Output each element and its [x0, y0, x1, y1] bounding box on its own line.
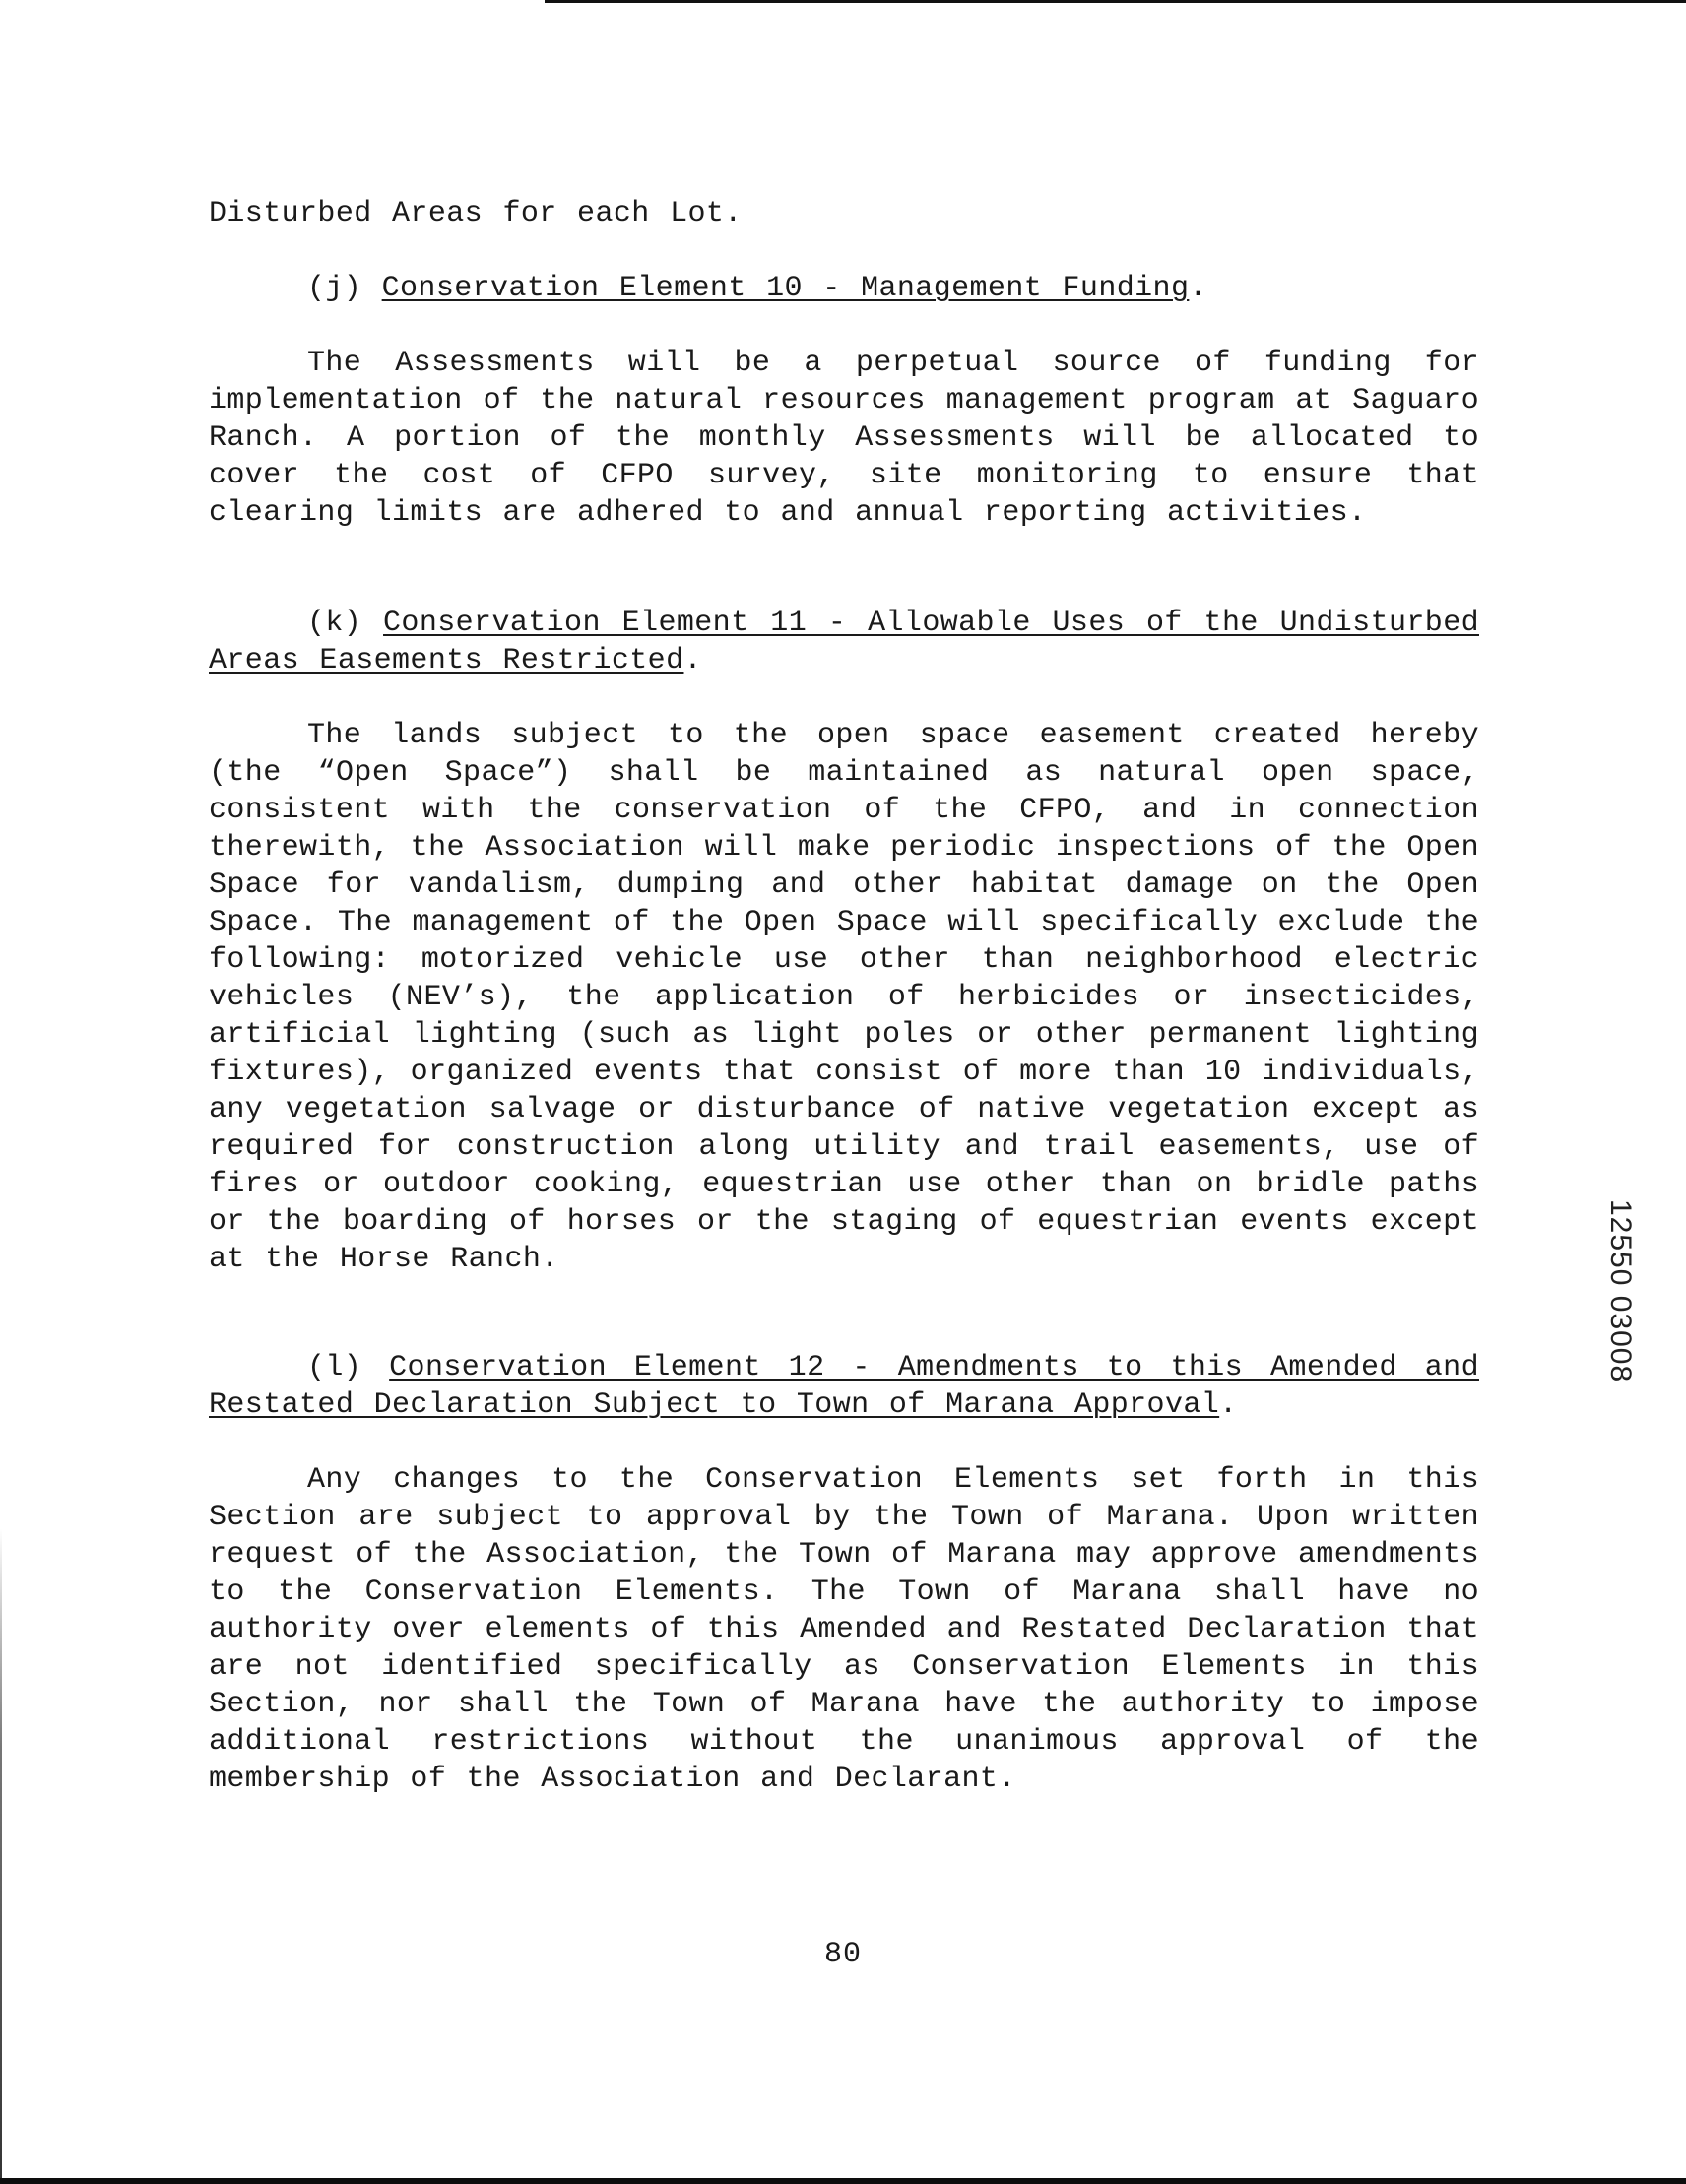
- section-l-title-end: .: [1219, 1388, 1238, 1422]
- section-k-body: The lands subject to the open space easement created hereby (the “Open Space”) shall be maintained as natural open space, consistent with the conservation of the CFPO, and in connection therewith, the Association will make periodic inspections of the Open Space for vandalism, dumping and other habitat damage on the Open Space. The management of the Open Space will specifically exclude the following: motorized vehicle use other than neighborhood electric vehicles (NEV’s), the application of herbicides or insecticides, artificial lighting (such as light poles or other permanent lighting fixtures), organized events that consist of more than 10 individuals, any vegetation salvage or disturbance of native vegetation except as required for construction along utility and trail easements, use of fires or outdoor cooking, equestrian use other than on bridle paths or the boarding of horses or the staging of equestrian events except at the Horse Ranch.: [209, 719, 1479, 1276]
- section-k-title: Conservation Element 11 - Allowable Uses of the Undisturbed Areas Easements Restricted: [209, 607, 1479, 677]
- page-number: 80: [823, 1938, 862, 1971]
- section-k-marker: (k): [307, 607, 362, 640]
- opening-line: Disturbed Areas for each Lot.: [209, 197, 743, 230]
- section-j-body: The Assessments will be a perpetual source of funding for implementation of the natural resources management program at Saguaro Ranch. A portion of the monthly Assessments will be allocated to cover the cost of CFPO survey, site monitoring to ensure that clearing limits are adhered to and annual reporting activities.: [209, 347, 1479, 530]
- section-k-heading: [209, 605, 1479, 679]
- section-j-title: Conservation Element 10 - Management Funding: [381, 272, 1190, 305]
- section-j-title-end: .: [1189, 272, 1207, 305]
- scan-edge-left: [0, 0, 2, 2184]
- side-stamp-text: 12550 03008: [1604, 1199, 1637, 1383]
- scan-edge-bottom: [0, 2178, 1686, 2184]
- side-stamp: [1597, 1199, 1637, 1465]
- section-j-heading: [307, 270, 1207, 307]
- section-l-heading: [209, 1349, 1479, 1424]
- section-j-marker: (j): [307, 272, 362, 305]
- section-l-body: Any changes to the Conservation Elements set forth in this Section are subject to approval by the Town of Marana. Upon written request of the Association, the Town of Marana may approve amendments to the Conservation Elements. The Town of Marana shall have no authority over elements of this Amended and Restated Declaration that are not identified specifically as Conservation Elements in this Section, nor shall the Town of Marana have the authority to impose additional restrictions without the unanimous approval of the membership of the Association and Declarant.: [209, 1463, 1479, 1796]
- section-l-marker: (l): [307, 1351, 362, 1384]
- scan-edge-top: [545, 0, 1686, 3]
- section-l-title: Conservation Element 12 - Amendments to this Amended and Restated Declaration Subject to Town of Marana Approval: [209, 1351, 1479, 1422]
- section-k-title-end: .: [683, 644, 702, 677]
